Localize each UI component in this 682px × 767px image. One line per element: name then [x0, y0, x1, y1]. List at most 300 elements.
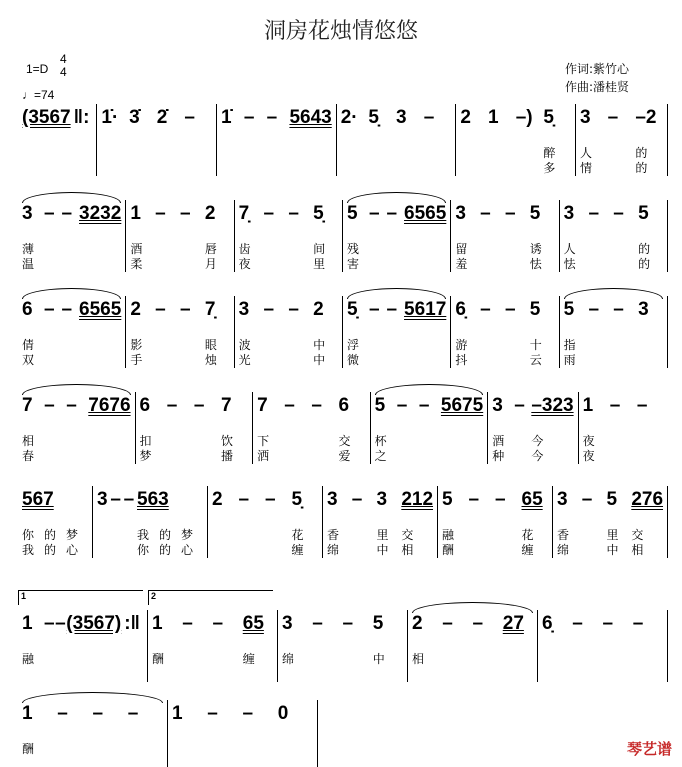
lyric-verse-2: 缠 [521, 543, 544, 557]
note: 6̣ [455, 299, 466, 320]
note: – [55, 613, 66, 634]
score-row [18, 200, 668, 272]
note-column [22, 486, 88, 558]
measure [438, 486, 553, 558]
note: – [207, 703, 218, 724]
measure [136, 392, 254, 464]
measure [337, 104, 457, 176]
note-column [66, 610, 121, 682]
lyric-verse-2 [373, 667, 395, 682]
measure [323, 486, 438, 558]
note: – [386, 203, 398, 224]
note-column [22, 392, 44, 464]
note: – [184, 107, 195, 128]
note-column [22, 296, 44, 368]
note: – [238, 489, 250, 510]
note-column [455, 296, 480, 368]
lyric-verse-1: 薄 [22, 242, 45, 256]
note-column [638, 296, 663, 368]
note-column [221, 104, 244, 176]
lyric-verse-2 [243, 667, 265, 682]
note: 5 [346, 203, 358, 224]
note: 2 [212, 489, 223, 510]
note: – [44, 203, 55, 224]
note: 2 [412, 613, 423, 634]
note-column [480, 200, 505, 272]
measure [18, 591, 148, 682]
measure [576, 104, 668, 176]
note: 5617 [404, 299, 447, 320]
measure [18, 296, 126, 368]
note: 27 [502, 613, 524, 634]
measure [18, 104, 97, 176]
note-column [288, 296, 313, 368]
note-column [267, 104, 290, 176]
note-column [278, 700, 313, 767]
note-column [542, 610, 572, 682]
note-column [55, 610, 66, 682]
note-column [397, 392, 419, 464]
lyric-verse-1: 缠 [242, 652, 265, 666]
note-column [62, 200, 80, 272]
note: 1 [22, 703, 33, 724]
note: – [263, 299, 275, 320]
note: 1 [582, 395, 594, 416]
note-column [44, 610, 55, 682]
note-column [221, 392, 248, 464]
note: 1̇· [101, 107, 119, 128]
note: – [123, 489, 135, 510]
note-column [480, 296, 505, 368]
slur [22, 288, 121, 299]
note-column [62, 296, 80, 368]
note: – [44, 613, 55, 634]
note-column [172, 700, 207, 767]
lyric-verse-1: 齿 [238, 242, 261, 256]
measure [208, 486, 323, 558]
note-column [347, 296, 369, 368]
lyric-verse-2: 害 [346, 257, 369, 271]
lyric-verse-2: 爱 [338, 449, 361, 463]
lyric-verse-1: 里 [376, 528, 399, 542]
note-column [557, 486, 582, 558]
note: 6 [338, 395, 350, 416]
note: 7 [220, 395, 232, 416]
note-column [184, 104, 212, 176]
note-column [505, 296, 530, 368]
note-column [239, 296, 264, 368]
note-column [239, 200, 264, 272]
note-column [396, 104, 424, 176]
note-column [419, 392, 441, 464]
note-column [441, 392, 483, 464]
lyric-verse-2: 云 [529, 353, 552, 367]
lyric-verse-2: 怯 [563, 257, 586, 271]
note: – [351, 489, 363, 510]
note-column [284, 392, 311, 464]
note: – [61, 203, 73, 224]
measure [553, 486, 668, 558]
note-column [572, 610, 602, 682]
note: – [423, 107, 435, 128]
note-column [373, 610, 403, 682]
slur [564, 288, 663, 299]
note: 212 [401, 489, 434, 510]
lyric-verse-2: 柔 [130, 257, 153, 271]
note-column [140, 392, 167, 464]
lyric-verse-1: 相 [22, 434, 45, 448]
note-column [531, 392, 573, 464]
note: – [613, 203, 624, 224]
note-column [635, 104, 663, 176]
lyric-verse-2: 绵 [557, 543, 580, 557]
note-column [311, 392, 338, 464]
composer-credit: 作曲:潘桂贤 [565, 80, 630, 94]
lyric-verse-2: 情 [580, 161, 603, 175]
lyric-verse-1: 相 [412, 652, 435, 666]
note: 5 [372, 613, 384, 634]
lyric-verse-1: 绵 [282, 652, 305, 666]
note: –323 [531, 395, 574, 416]
lyric-verse-1: 香 [557, 528, 580, 542]
note: – [602, 613, 614, 634]
measure [217, 104, 337, 176]
measure [168, 700, 318, 767]
lyric-verse-1: 残 [346, 242, 369, 256]
measure [343, 296, 451, 368]
lyric-verse-2: 中 [313, 353, 336, 367]
note-column [239, 486, 266, 558]
note: – [166, 395, 178, 416]
lyric-verse-1: 的 [638, 242, 661, 256]
note-column [530, 200, 555, 272]
note-column [387, 296, 405, 368]
measure [126, 200, 234, 272]
measure [451, 296, 559, 368]
lyric-verse-1: 人 [580, 146, 603, 160]
note-column [44, 392, 66, 464]
note: – [613, 299, 624, 320]
note-column [488, 104, 516, 176]
lyric-verse-1: 你的梦 [22, 528, 89, 542]
note: 6 [139, 395, 151, 416]
note-column [265, 486, 292, 558]
lyric-verse-1: 诱 [529, 242, 552, 256]
note: 65 [242, 613, 264, 634]
note-column [213, 610, 243, 682]
note-column [110, 486, 123, 558]
note-column [205, 296, 230, 368]
note-column [352, 486, 377, 558]
note: 3 [638, 299, 649, 320]
note-column [387, 200, 405, 272]
note: – [284, 395, 295, 416]
note-column [128, 700, 163, 767]
note: –) [515, 107, 533, 128]
repeat-sign: ‖: [73, 107, 90, 128]
lyric-verse-2: 温 [22, 257, 45, 271]
lyric-verse-2: 里 [313, 257, 336, 271]
note-column [155, 296, 180, 368]
lyric-verse-1: 交 [631, 528, 654, 542]
lyric-verse-2 [412, 667, 434, 682]
note-column [631, 486, 663, 558]
lyric-verse-2: 种 [492, 449, 515, 463]
note: 5 [606, 489, 618, 510]
measure [538, 610, 668, 682]
note-column [137, 486, 203, 558]
lyric-verse-2: 你的心 [137, 543, 204, 557]
note: 3 [557, 489, 568, 510]
lyric-verse-1: 浮 [346, 338, 369, 352]
lyric-verse-1: 指 [563, 338, 586, 352]
note: – [386, 299, 398, 320]
note: 276 [631, 489, 664, 510]
note-column [608, 104, 636, 176]
note: – [288, 203, 299, 224]
note: (3567) [66, 613, 122, 634]
note: 1̇ [221, 107, 232, 128]
lyric-verse-1: 花 [521, 528, 544, 542]
note-column [514, 392, 531, 464]
note: – [265, 489, 276, 510]
note: 2 [313, 299, 324, 320]
note: – [480, 203, 491, 224]
lyric-verse-2: 抖 [455, 353, 478, 367]
lyric-verse-2: 中 [376, 543, 399, 557]
note-column [347, 200, 369, 272]
note-column [442, 486, 469, 558]
note: 1 [22, 613, 33, 634]
note-column [516, 104, 544, 176]
note: – [182, 613, 193, 634]
lyric-verse-2: 双 [22, 353, 45, 367]
measure [235, 200, 343, 272]
note: – [57, 703, 68, 724]
note-column [44, 296, 62, 368]
note-column [257, 392, 284, 464]
note-column [205, 200, 230, 272]
note: 2 [130, 299, 141, 320]
score-row [18, 486, 668, 558]
lyric-verse-2: 夜 [582, 449, 605, 463]
note: 3 [455, 203, 466, 224]
note-column [343, 610, 373, 682]
note: 3 [580, 107, 591, 128]
note: 3 [238, 299, 250, 320]
note-column [312, 610, 342, 682]
note: – [514, 395, 525, 416]
note-column [244, 104, 267, 176]
note: 7 [257, 395, 268, 416]
note: – [155, 299, 166, 320]
note: 1 [152, 613, 163, 634]
measure [18, 200, 126, 272]
note: – [468, 489, 480, 510]
note: – [288, 299, 299, 320]
note-column [130, 200, 155, 272]
note: 3̇ [129, 107, 140, 128]
note: – [581, 489, 593, 510]
note: – [472, 613, 484, 634]
note-column [341, 104, 369, 176]
note-column [167, 392, 194, 464]
note-column [375, 392, 397, 464]
lyric-verse-2: 羞 [455, 257, 478, 271]
note-column [129, 104, 157, 176]
lyric-verse-1: 酬 [152, 652, 175, 666]
note: 5̣ [313, 203, 324, 224]
tempo-marking: ♩=74 [22, 88, 55, 102]
lyric-verse-1: 酒 [492, 434, 515, 448]
note: 3 [282, 613, 293, 634]
note-column [22, 700, 57, 767]
slur [22, 692, 163, 703]
note: – [242, 703, 254, 724]
note-column [442, 610, 472, 682]
lyric-verse-1: 融 [22, 652, 45, 666]
slur [22, 384, 131, 395]
note: 7 [22, 395, 33, 416]
note-column [180, 200, 205, 272]
note: – [369, 299, 380, 320]
note-column [455, 200, 480, 272]
lyric-verse-1: 倩 [22, 338, 45, 352]
note: 563 [137, 489, 169, 510]
slur [347, 288, 446, 299]
note-column [492, 392, 514, 464]
song-title: 洞房花烛情悠悠 [263, 19, 418, 44]
lyric-verse-2: 播 [220, 449, 243, 463]
time-signature [60, 53, 67, 79]
note-column [289, 104, 331, 176]
note-column [637, 392, 664, 464]
lyric-verse-2: 春 [22, 449, 45, 463]
note: – [179, 203, 191, 224]
note-column [182, 610, 212, 682]
note-column [97, 486, 110, 558]
lyric-verse-2: 怯 [529, 257, 552, 271]
lyric-verse-1: 下 [257, 434, 280, 448]
lyric-verse-1: 里 [606, 528, 629, 542]
note-column [313, 296, 338, 368]
note-column [404, 200, 446, 272]
measure [560, 296, 668, 368]
note: 3 [97, 489, 108, 510]
note: 3 [396, 107, 407, 128]
note: 65 [521, 489, 543, 510]
note-column [339, 392, 366, 464]
note: 5 [563, 299, 575, 320]
note-column [564, 200, 589, 272]
lyric-verse-2: 月 [204, 257, 227, 271]
volta-bracket: 2 [148, 590, 273, 605]
note: 1 [488, 107, 499, 128]
note-column [473, 610, 503, 682]
note: – [609, 395, 621, 416]
note-column [603, 610, 633, 682]
note-column [66, 392, 88, 464]
volta-bracket: 1 [18, 590, 143, 605]
note: 5 [442, 489, 453, 510]
note: (3567 [22, 107, 71, 128]
note-column [282, 610, 312, 682]
note-column [613, 296, 638, 368]
lyric-verse-2: 酬 [442, 543, 465, 557]
note-column [522, 486, 549, 558]
note: – [480, 299, 491, 320]
note-column [79, 200, 121, 272]
note-column [93, 700, 128, 767]
note: – [263, 203, 275, 224]
note-column [155, 200, 180, 272]
note: – [61, 299, 73, 320]
note-column [607, 486, 632, 558]
lyric-verse-2 [22, 667, 44, 682]
note: 3 [492, 395, 503, 416]
note: –2 [635, 107, 657, 128]
note: 0 [277, 703, 289, 724]
lyric-verse-2: 手 [130, 353, 153, 367]
note: – [418, 395, 430, 416]
note: 5̣ [291, 489, 303, 510]
measure [560, 200, 668, 272]
note-column [152, 610, 182, 682]
note-column [157, 104, 185, 176]
note-column [369, 296, 387, 368]
note-column [588, 296, 613, 368]
note-column [88, 392, 130, 464]
note: 6565 [404, 203, 447, 224]
note-column [101, 104, 129, 176]
measure [456, 104, 576, 176]
note-column [424, 104, 452, 176]
measure [126, 296, 234, 368]
lyric-verse-1: 游 [455, 338, 478, 352]
note-column [503, 610, 533, 682]
note: – [44, 299, 55, 320]
note-column [263, 296, 288, 368]
note: 5̣ [346, 299, 358, 320]
watermark-logo: 琴艺谱 [626, 741, 672, 758]
note: – [607, 107, 619, 128]
lyric-verse-1: 融 [442, 528, 465, 542]
note-column [22, 610, 44, 682]
note: 6565 [79, 299, 122, 320]
lyric-verse-1: 夜 [582, 434, 605, 448]
lyric-verse-2: 夜 [238, 257, 261, 271]
lyric-verse-1: 影 [130, 338, 153, 352]
lyric-verse-1: 留 [455, 242, 478, 256]
note: 567 [22, 489, 54, 510]
note-column [194, 392, 221, 464]
note: – [92, 703, 104, 724]
note-column [130, 296, 155, 368]
slur [22, 192, 121, 203]
lyric-verse-2: 微 [346, 353, 369, 367]
key-signature: 1=D [26, 62, 49, 76]
measure [18, 700, 168, 767]
note: 3 [22, 203, 33, 224]
note: 5 [529, 203, 541, 224]
note: 7̣ [204, 299, 216, 320]
measure [278, 610, 408, 682]
note: – [155, 203, 166, 224]
lyric-verse-2: 相 [401, 543, 424, 557]
lyric-verse-2 [152, 667, 174, 682]
lyric-verse-2: 的 [635, 161, 658, 175]
slur [375, 384, 484, 395]
